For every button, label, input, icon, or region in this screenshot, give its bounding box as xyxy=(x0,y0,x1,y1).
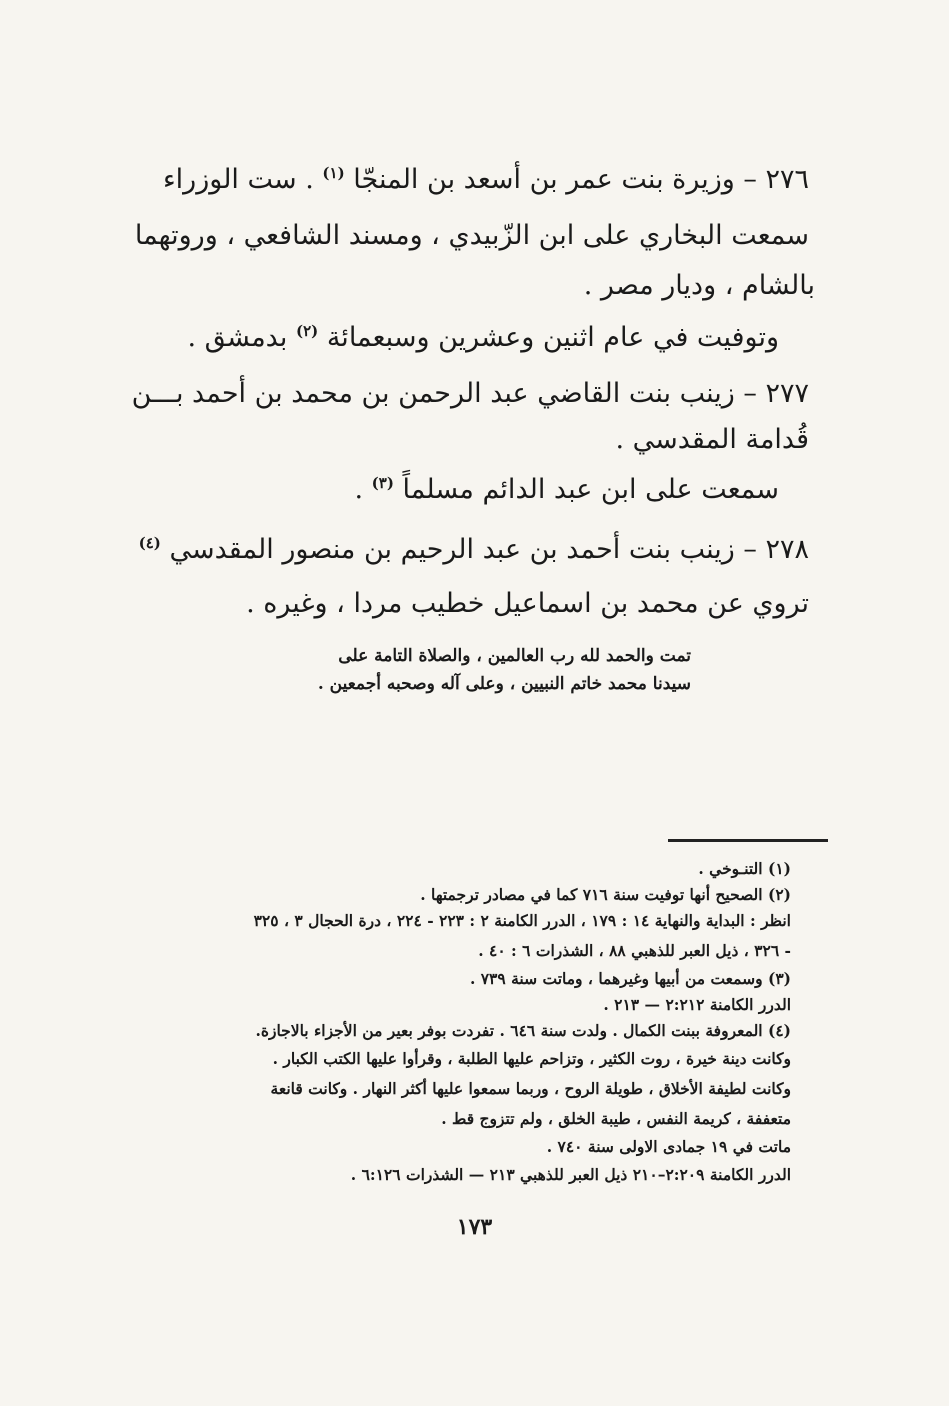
entry-277-line: ٢٧٧ – زينب بنت القاضي عبد الرحمن بن محمد بن أحمد بـــن xyxy=(131,378,809,409)
footnote-line: الدرر الكامنة ٢:٢١٢ — ٢١٣ . xyxy=(603,995,791,1014)
footnote-line: متعففة ، كريمة النفس ، طيبة الخلق ، ولم تتزوج قط . xyxy=(441,1109,791,1128)
footnote-line: وكانت دينة خيرة ، روت الكثير ، وتزاحم عليها الطلبة ، وقرأوا عليها الكتب الكبار . xyxy=(272,1049,791,1068)
entry-276-line: ٢٧٦ – وزيرة بنت عمر بن أسعد بن المنجّا $^{(١)}$ . ست الوزراء xyxy=(162,164,809,195)
closing-line: تمت والحمد لله رب العالمين ، والصلاة التامة على xyxy=(338,646,691,666)
entry-276-body-line: سمعت البخاري على ابن الزّبيدي ، ومسند الشافعي ، وروتهما xyxy=(134,220,809,251)
page-number: ١٧٣ xyxy=(456,1214,493,1240)
footnote-line: انظر : البداية والنهاية ١٤ : ١٧٩ ، الدرر الكامنة ٢ : ٢٢٣ - ٢٢٤ ، درة الحجال ٣ ، ٣٢٥ xyxy=(253,911,791,930)
entry-276-body-line: بالشام ، وديار مصر . xyxy=(583,270,815,301)
entry-277-body-line: سمعت على ابن عبد الدائم مسلماً $^{(٣)}$ . xyxy=(354,474,779,505)
entry-278-line: ٢٧٨ – زينب بنت أحمد بن عبد الرحيم بن منصور المقدسي $^{(٤)}$ xyxy=(138,534,809,565)
footnote-ref-3: (٣) xyxy=(371,474,394,492)
footnote-ref-4: (٤) xyxy=(138,534,161,552)
footnote-line: (٢) الصحيح أنها توفيت سنة ٧١٦ كما في مصادر ترجمتها . xyxy=(420,885,791,904)
footnote-ref-1: (١) xyxy=(322,164,345,182)
footnote-line: ماتت في ١٩ جمادى الاولى سنة ٧٤٠ . xyxy=(546,1137,791,1156)
footnote-ref-2: (٢) xyxy=(295,322,319,340)
footnote-separator xyxy=(668,839,828,842)
footnote-line: (٤) المعروفة ببنت الكمال . ولدت سنة ٦٤٦ . تفردت بوفر بعير من الأجزاء بالاجازة. xyxy=(255,1021,791,1040)
footnote-line: الدرر الكامنة ٢:٢٠٩–٢١٠ ذيل العبر للذهبي ٢١٣ — الشذرات ٦:١٢٦ . xyxy=(350,1165,791,1184)
entry-276-death-line: وتوفيت في عام اثنين وعشرين وسبعمائة $^{(٢)}$ بدمشق . xyxy=(187,322,779,353)
entry-277-continuation-line: قُدامة المقدسي . xyxy=(615,424,809,455)
closing-line: سيدنا محمد خاتم النبيين ، وعلى آله وصحبه أجمعين . xyxy=(317,674,691,694)
footnote-line: - ٣٢٦ ، ذيل العبر للذهبي ٨٨ ، الشذرات ٦ : ٤٠ . xyxy=(478,941,791,960)
footnote-line: (٣) وسمعت من أبيها وغيرهما ، وماتت سنة ٧٣٩ . xyxy=(469,969,791,988)
footnote-line: (١) التنـوخي . xyxy=(698,859,791,878)
footnote-line: وكانت لطيفة الأخلاق ، طويلة الروح ، وربما سمعوا عليها أكثر النهار . وكانت قانعة xyxy=(270,1079,791,1098)
entry-278-body-line: تروي عن محمد بن اسماعيل خطيب مردا ، وغيره . xyxy=(246,588,809,619)
